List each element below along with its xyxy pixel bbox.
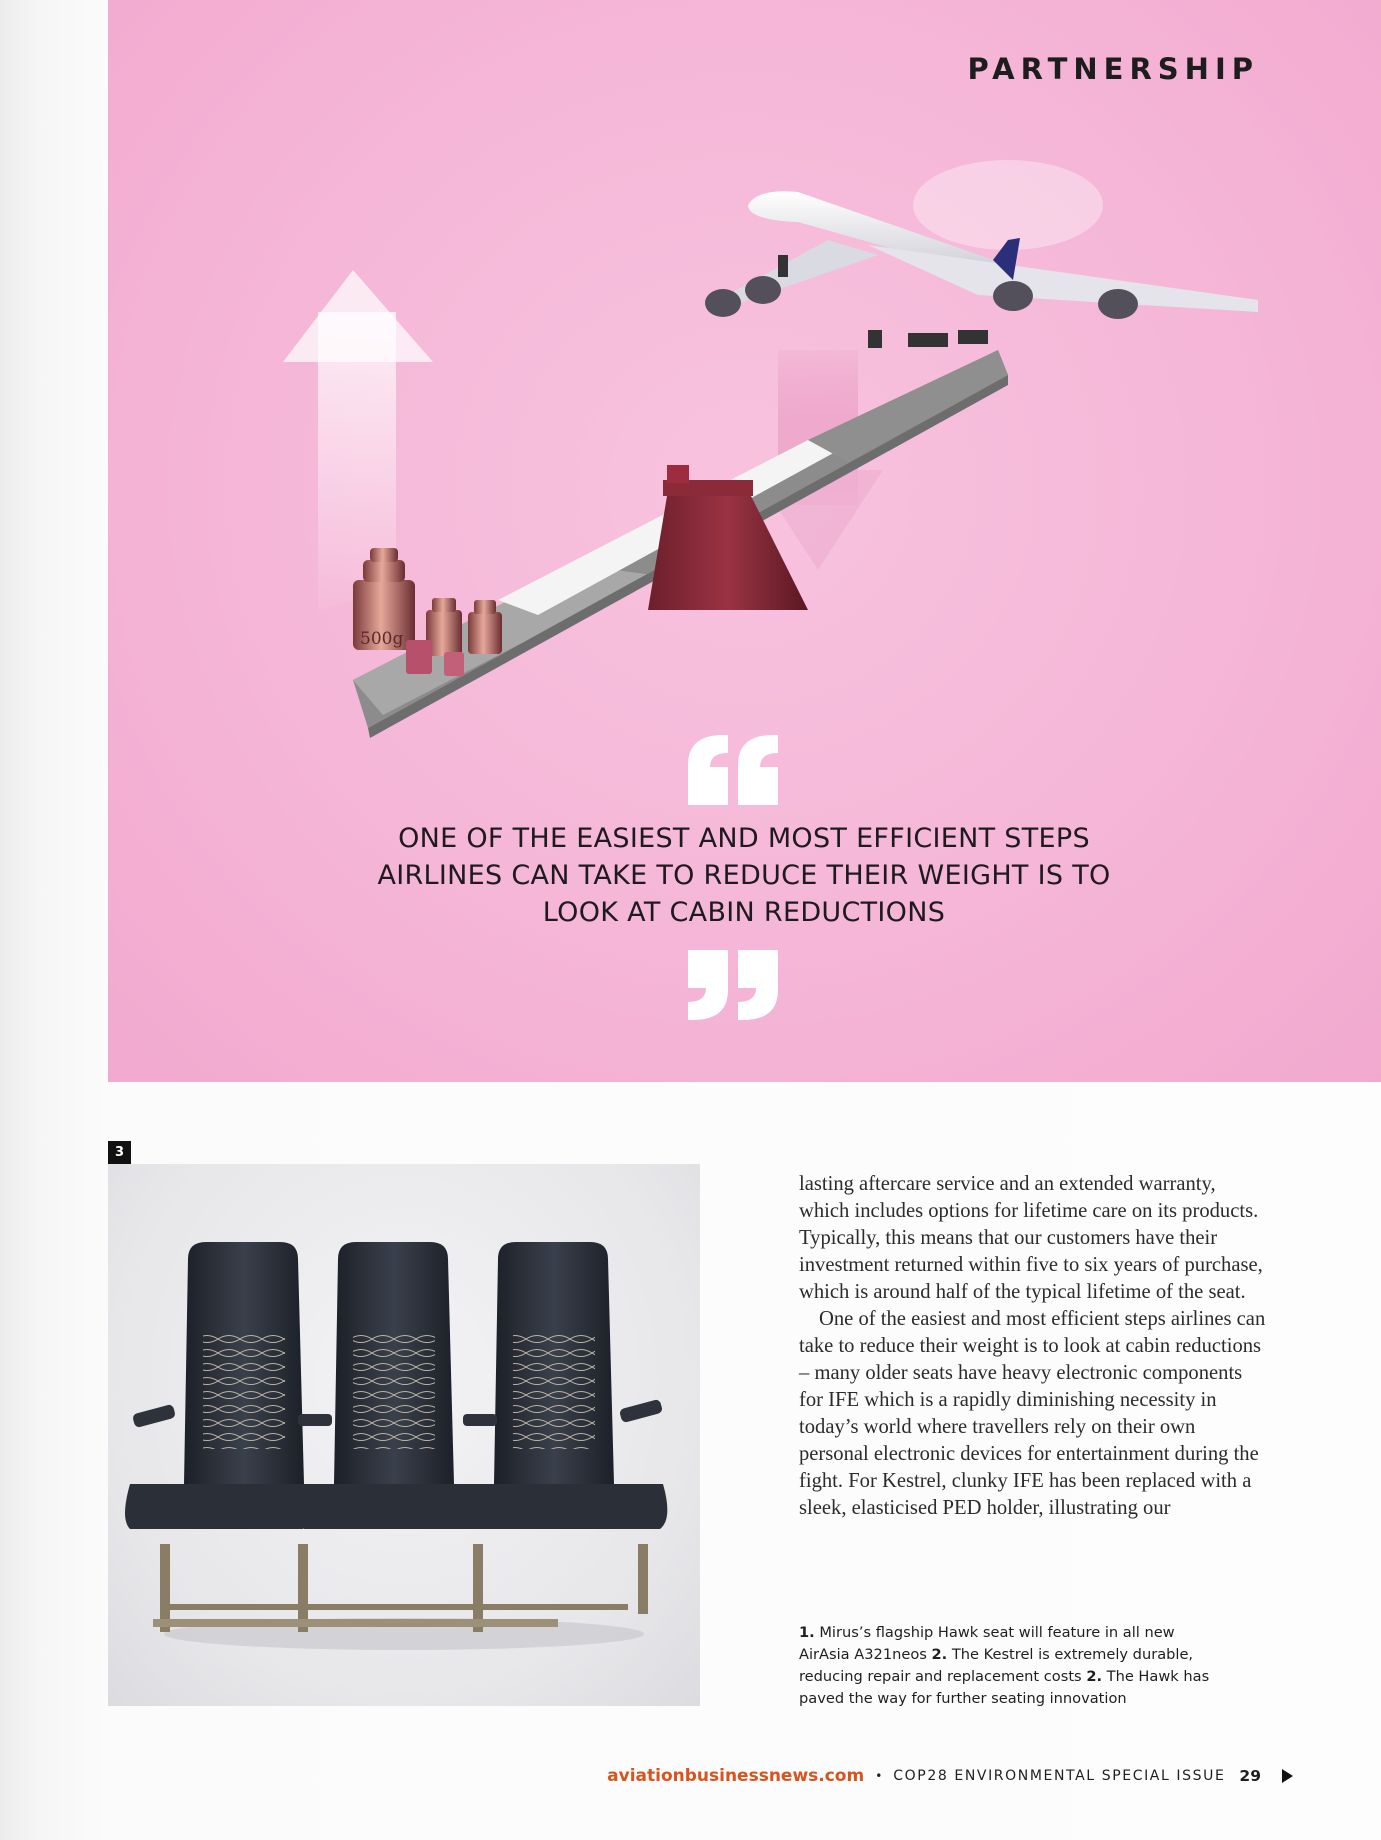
seat-2 (304, 1242, 482, 1529)
seat-1 (125, 1242, 310, 1529)
hero-illustration (108, 0, 1381, 1082)
figure-number: 3 (108, 1141, 131, 1164)
article-paragraph: lasting aftercare service and an extended warranty, which includes options for lifetime care on its products. Typically, this means that our customers have their investment returned within five to six years of purchase, which is around half of the typical lifetime of the seat. (799, 1173, 1263, 1303)
section-label: PARTNERSHIP (967, 52, 1259, 86)
caption-text: Mirus’s flagship Hawk seat will feature in all new AirAsia A321neos (799, 1624, 1175, 1663)
seat-row-image (108, 1164, 700, 1706)
figure-caption (799, 1622, 1219, 1710)
pull-quote: ONE OF THE EASIEST AND MOST EFFICIENT STEPS AIRLINES CAN TAKE TO REDUCE THEIR WEIGHT IS TO LOOK AT CABIN REDUCTIONS (377, 823, 1111, 928)
page-number: 29 (1239, 1767, 1261, 1785)
caption-text: The Kestrel is extremely durable, reducing repair and replacement costs (799, 1646, 1194, 1685)
weight-label: 500g (360, 629, 404, 649)
triangle-right-icon[interactable] (1282, 1769, 1293, 1783)
page-footer (607, 1763, 1293, 1789)
seat-3 (476, 1242, 667, 1529)
article-paragraph: One of the easiest and most efficient steps airlines can take to reduce their weight is to look at cabin reductions – many older seats have heavy electronic components for IFE which is a rapidly diminishing necessity in today’s world where travellers rely on their own personal electronic devices for entertainment during the fight. For Kestrel, clunky IFE has been replaced with a sleek, elasticised PED holder, illustrating our (799, 1308, 1266, 1519)
issue-title: COP28 ENVIRONMENTAL SPECIAL ISSUE (893, 1768, 1226, 1784)
caption-number: 2. (1086, 1668, 1103, 1685)
up-arrow-icon (283, 270, 433, 610)
site-link[interactable]: aviationbusinessnews.com (607, 1766, 865, 1786)
close-quote-icon (688, 950, 778, 1020)
airplane-icon (705, 160, 1258, 348)
seat-photo (108, 1164, 700, 1706)
caption-number: 1. (799, 1624, 815, 1641)
article-body (799, 1171, 1269, 1522)
caption-number: 2. (931, 1646, 948, 1663)
footer-separator: • (875, 1769, 883, 1783)
caption-text: The Hawk has paved the way for further seating innovation (799, 1668, 1210, 1707)
open-quote-icon (688, 735, 778, 805)
